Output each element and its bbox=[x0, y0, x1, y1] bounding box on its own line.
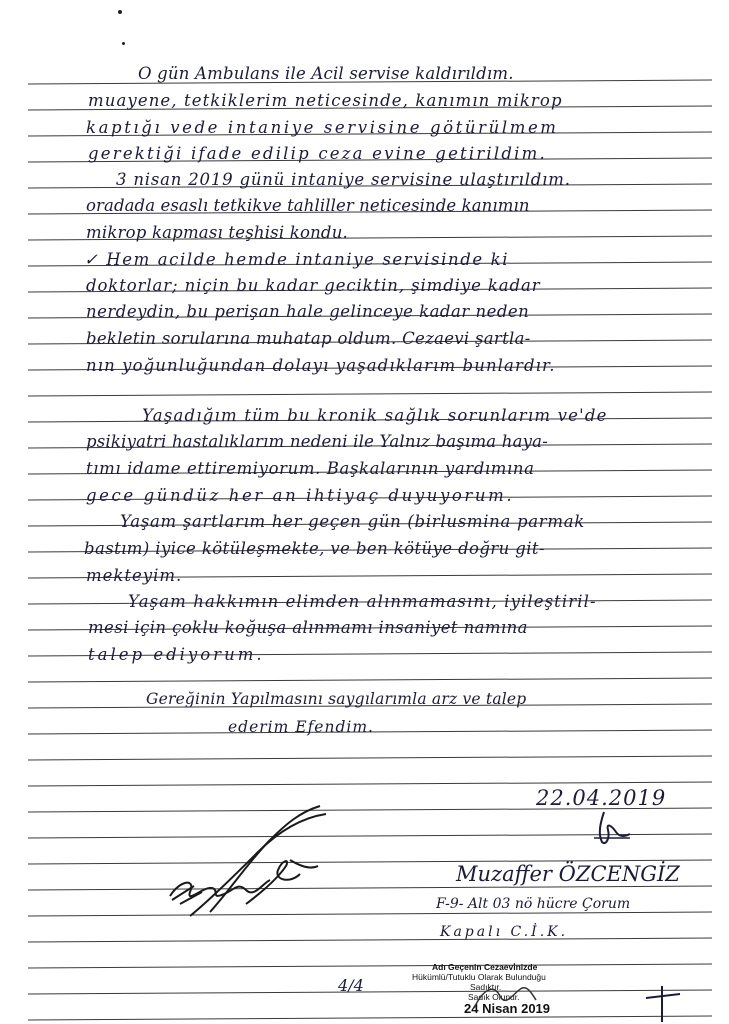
letter-line: 3 nisan 2019 günü intaniye servisine ulaştırıldım. bbox=[116, 170, 571, 189]
letter-line: talep ediyorum. bbox=[88, 645, 265, 664]
signer-name: Muzaffer ÖZCENGİZ bbox=[456, 862, 680, 886]
letter-line: gece gündüz her an ihtiyaç duyuyorum. bbox=[86, 486, 515, 505]
letter-line: kaptığı vede intaniye servisine götürülmem bbox=[86, 118, 559, 137]
letter-line: doktorlar; niçin bu kadar geciktin, şimdiye kadar bbox=[86, 276, 541, 295]
signer-address: F-9- Alt 03 nö hücre Çorum bbox=[436, 896, 631, 912]
letter-date: 22.04.2019 bbox=[536, 786, 667, 810]
cross-mark bbox=[640, 982, 684, 1024]
stamp-date: 24 Nisan 2019 bbox=[464, 1001, 551, 1016]
letter-line: bastım) iyice kötüleşmekte, ve ben kötüye doğru git- bbox=[84, 539, 545, 558]
letter-line: nerdeydin, bu perişan hale gelinceye kadar neden bbox=[86, 302, 530, 321]
stamp-signature bbox=[470, 978, 540, 1018]
letter-line: mesi için çoklu koğuşa alınmamı insaniyet namına bbox=[88, 618, 528, 637]
letter-line: ✓ Hem acilde hemde intaniye servisinde ki bbox=[84, 250, 510, 269]
stamp-line: Adı Geçenin Cezaevi̇nizde bbox=[432, 962, 538, 972]
letter-line: Yaşam şartlarım her geçen gün (birlusmina parmak bbox=[120, 512, 585, 531]
stamp-line: Sadıktır. bbox=[470, 982, 502, 992]
letter-line: bekletin sorularına muhatap oldum. Cezaevi şartla- bbox=[86, 329, 531, 348]
letter-line: Gereğinin Yapılmasını saygılarımla arz ve talep bbox=[146, 690, 527, 708]
punch-dot bbox=[118, 10, 122, 14]
letter-line: psikiyatri hastalıklarım nedeni ile Yalnız başıma haya- bbox=[86, 432, 548, 451]
letter-line: Yaşam hakkımın elimden alınmamasını, iyileştiril- bbox=[128, 592, 597, 611]
signature-scribble bbox=[150, 800, 340, 920]
stamp-line: Hükümlü/Tutuklu Olarak Bulunduğu bbox=[412, 972, 546, 982]
page-number: 4/4 bbox=[338, 976, 364, 995]
punch-dot bbox=[122, 42, 125, 45]
letter-line: O gün Ambulans ile Acil servise kaldırıldım. bbox=[138, 64, 514, 83]
letter-line: muayene, tetkiklerim neticesinde, kanımın mikrop bbox=[88, 91, 563, 110]
letter-line: tımı idame ettiremiyorum. Başkalarının yardımına bbox=[86, 459, 535, 478]
letter-line: mikrop kapması teşhisi kondu. bbox=[86, 223, 348, 242]
letter-line: mekteyim. bbox=[86, 566, 183, 585]
letter-line: gerektiği ifade edilip ceza evine getirildim. bbox=[88, 144, 547, 163]
letter-line: ederim Efendim. bbox=[228, 718, 374, 736]
signer-facility: Kapalı C.İ.K. bbox=[440, 924, 569, 940]
signature-mark bbox=[590, 808, 634, 848]
letter-line: nın yoğunluğundan dolayı yaşadıklarım bunlardır. bbox=[86, 356, 556, 375]
letter-line: oradada esaslı tetkikve tahliller neticesinde kanımın bbox=[86, 196, 530, 215]
stamp-line: Sadık Olunur. bbox=[468, 992, 520, 1002]
letter-line: Yaşadığım tüm bu kronik sağlık sorunlarım ve'de bbox=[142, 406, 608, 425]
